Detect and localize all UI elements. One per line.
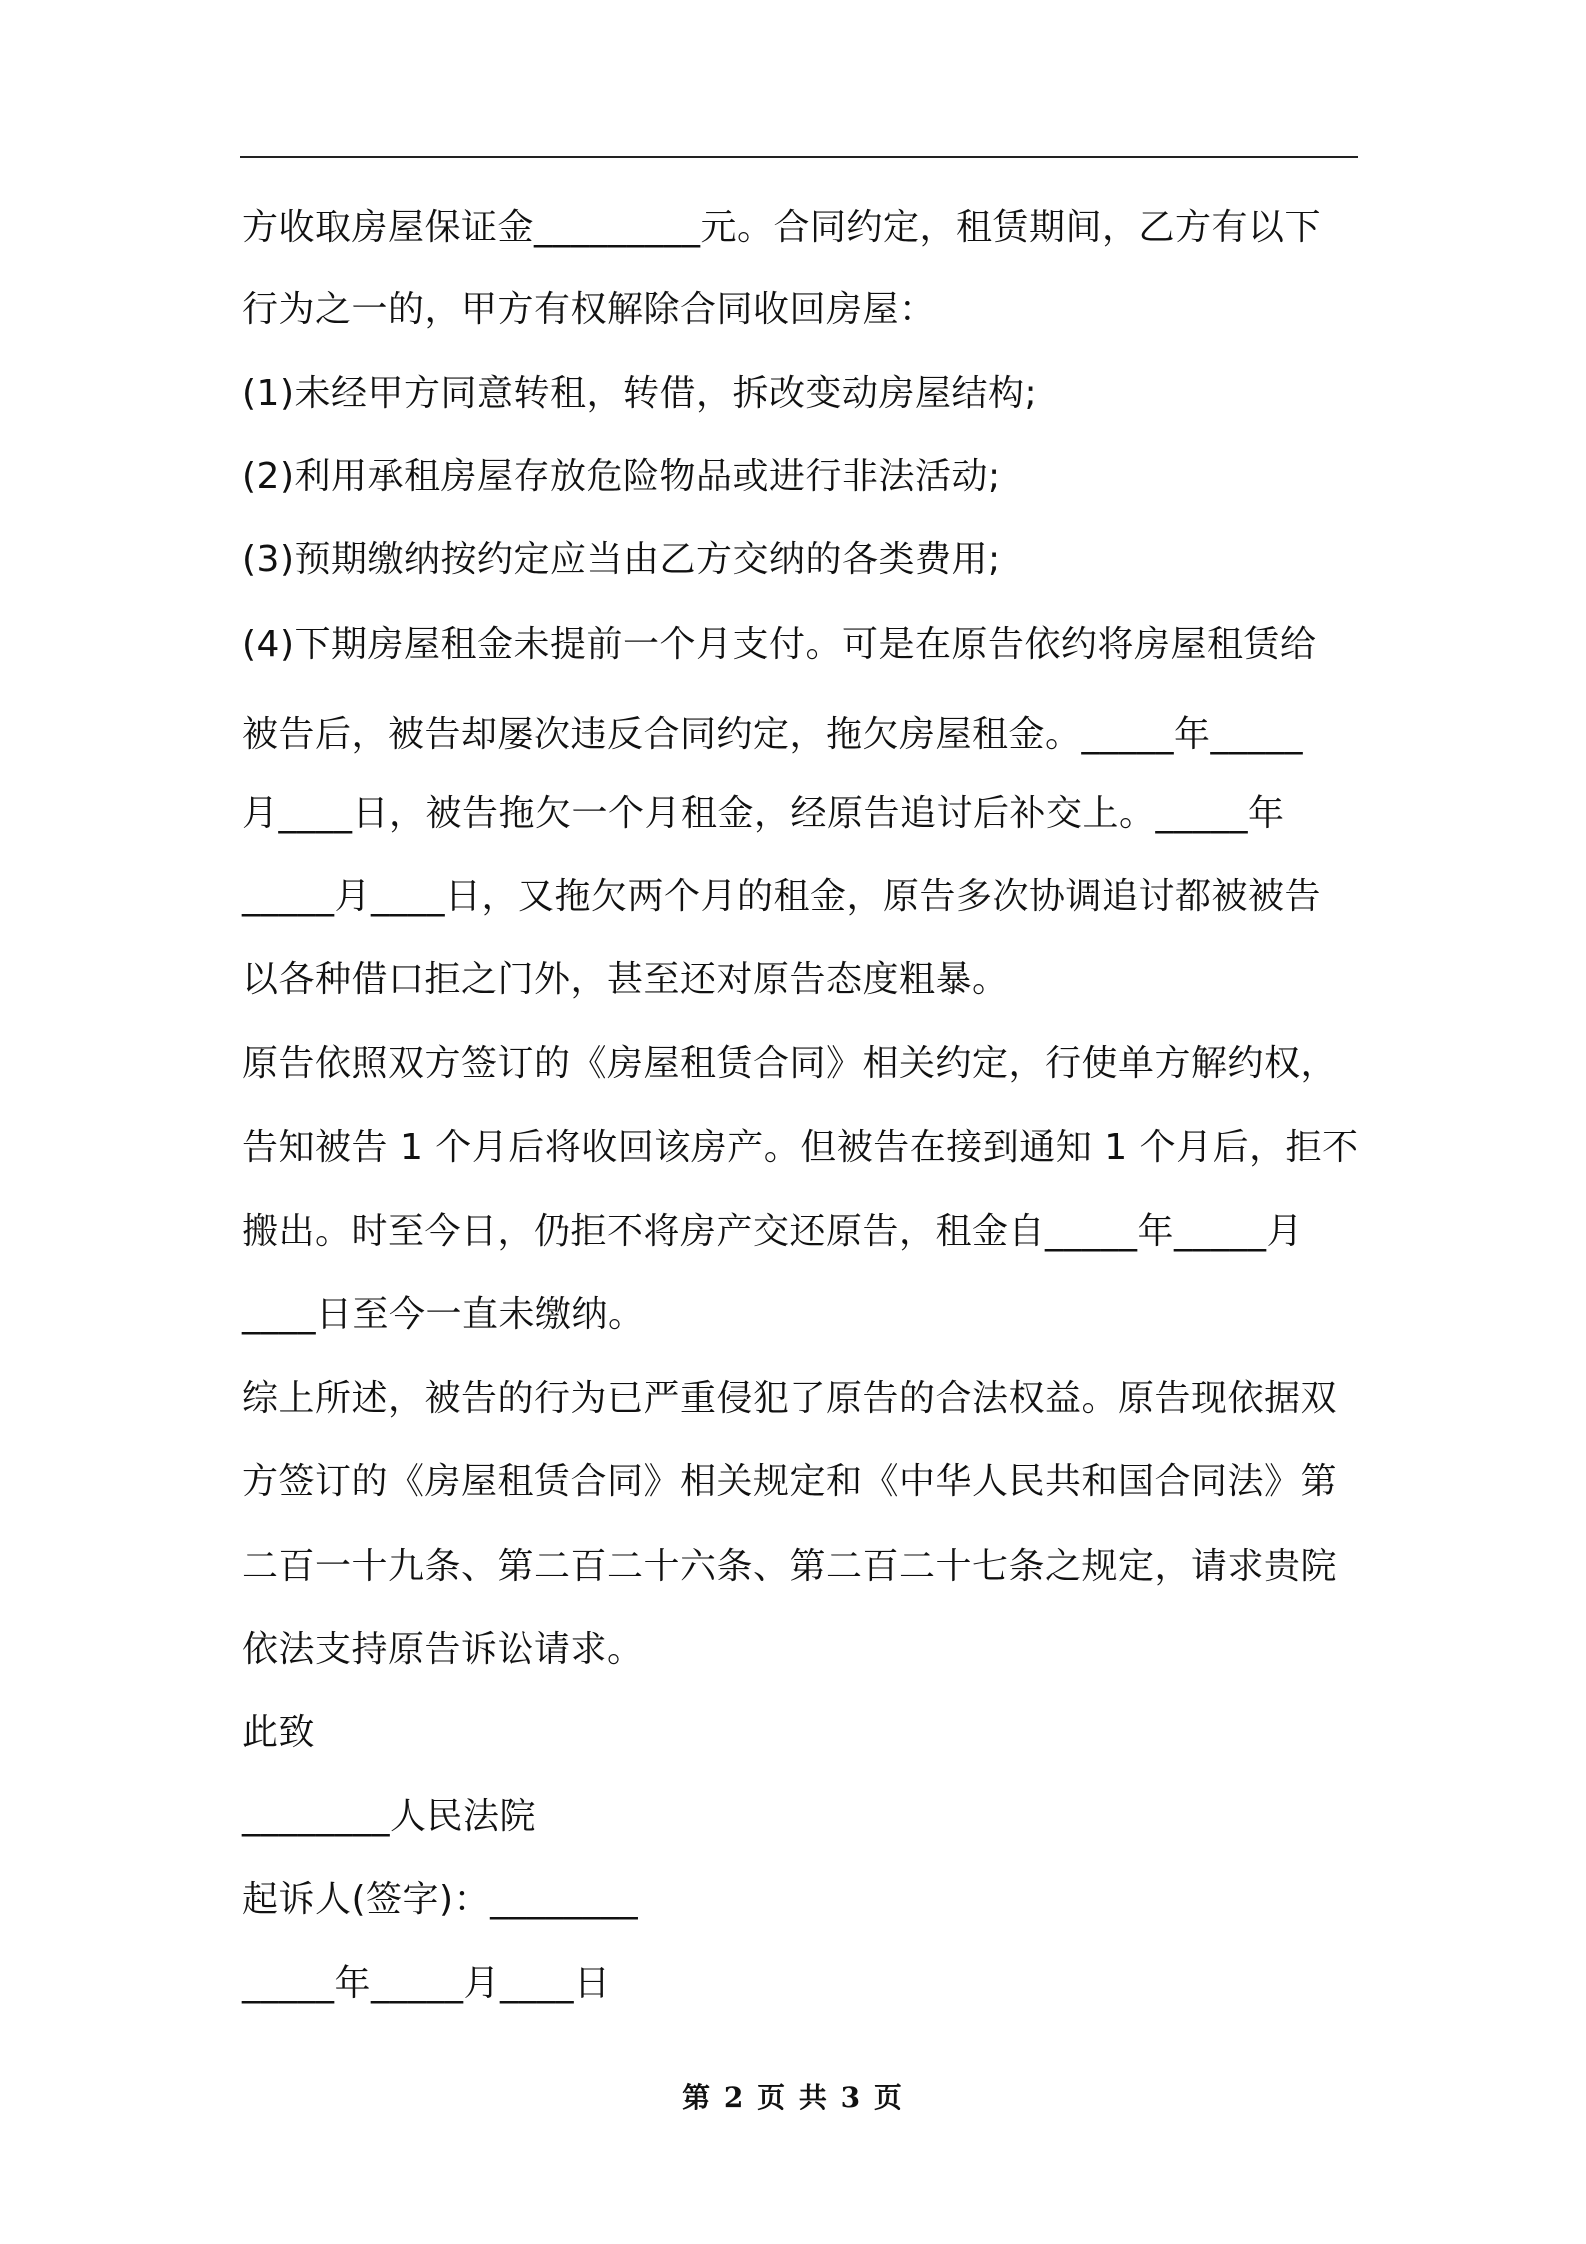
date-line: _____年_____月____日 bbox=[242, 1963, 611, 2004]
list-item: (2)利用承租房屋存放危险物品或进行非法活动; bbox=[242, 456, 1001, 497]
text-line: 方收取房屋保证金_________元。合同约定，租赁期间，乙方有以下 bbox=[242, 207, 1322, 248]
salutation: 此致 bbox=[242, 1712, 316, 1753]
text-line: 二百一十九条、第二百二十六条、第二百二十七条之规定，请求贵院 bbox=[242, 1546, 1338, 1587]
list-item: (3)预期缴纳按约定应当由乙方交纳的各类费用; bbox=[242, 539, 1001, 580]
text-line: 原告依照双方签订的《房屋租赁合同》相关约定，行使单方解约权， bbox=[242, 1043, 1338, 1084]
text-line: 综上所述，被告的行为已严重侵犯了原告的合法权益。原告现依据双 bbox=[242, 1378, 1338, 1419]
text-line: ____日至今一直未缴纳。 bbox=[242, 1294, 645, 1335]
text-line: 依法支持原告诉讼请求。 bbox=[242, 1629, 644, 1670]
signature-line: 起诉人(签字)：________ bbox=[242, 1879, 639, 1920]
text-line: 搬出。时至今日，仍拒不将房产交还原告，租金自_____年_____月 bbox=[242, 1211, 1304, 1252]
text-line: _____月____日，又拖欠两个月的租金，原告多次协调追讨都被被告 bbox=[242, 876, 1322, 917]
header-rule bbox=[240, 156, 1358, 158]
text-line: 行为之一的，甲方有权解除合同收回房屋： bbox=[242, 289, 936, 330]
text-line: 月____日，被告拖欠一个月租金，经原告追讨后补交上。_____年 bbox=[242, 793, 1285, 834]
page-number: 第 2 页 共 3 页 bbox=[682, 2081, 904, 2114]
text-line: 被告后，被告却屡次违反合同约定，拖欠房屋租金。_____年_____ bbox=[242, 714, 1304, 755]
court-name: ________人民法院 bbox=[242, 1796, 537, 1837]
text-line: 告知被告 1 个月后将收回该房产。但被告在接到通知 1 个月后，拒不 bbox=[242, 1127, 1359, 1168]
list-item: (4)下期房屋租金未提前一个月支付。可是在原告依约将房屋租赁给 bbox=[242, 624, 1317, 665]
text-line: 方签订的《房屋租赁合同》相关规定和《中华人民共和国合同法》第 bbox=[242, 1461, 1338, 1502]
text-line: 以各种借口拒之门外，甚至还对原告态度粗暴。 bbox=[242, 959, 1009, 1000]
list-item: (1)未经甲方同意转租，转借，拆改变动房屋结构; bbox=[242, 373, 1038, 414]
